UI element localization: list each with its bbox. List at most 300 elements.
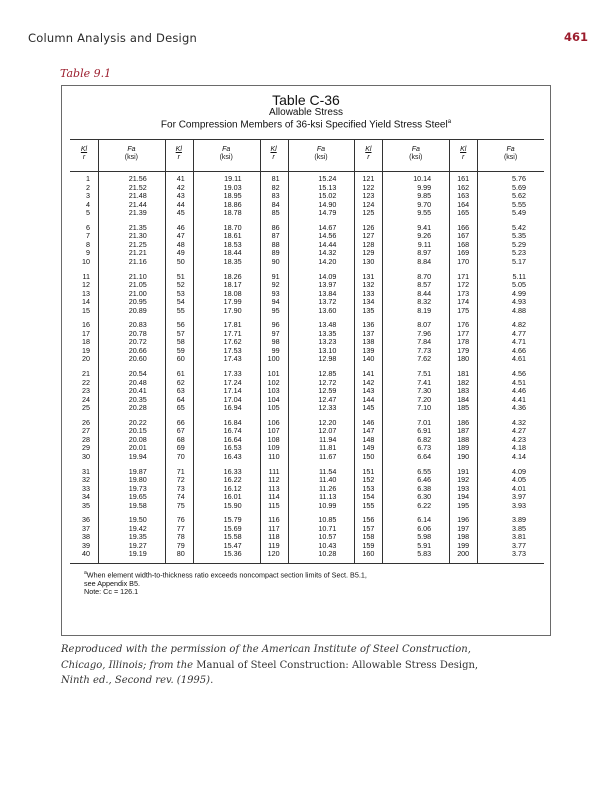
fa-value: 7.30: [417, 386, 432, 396]
kl-r-value: 116: [268, 515, 280, 525]
fa-value: 5.98: [417, 532, 432, 542]
kl-r-value: 59: [176, 345, 185, 355]
table-caption: [62, 119, 550, 130]
fa-value: 5.83: [417, 549, 432, 559]
fa-header-top: Fa: [411, 146, 420, 153]
fa-value: 5.42: [511, 222, 526, 232]
fa-value: 8.07: [417, 320, 432, 330]
kl-r-value: 134: [362, 297, 375, 307]
fa-value: 7.01: [417, 417, 432, 427]
fa-value: 11.67: [318, 451, 337, 461]
caption-footnote-mark: a: [447, 119, 452, 125]
kl-r-value: 154: [362, 492, 375, 502]
kl-r-value: 57: [176, 328, 185, 338]
fa-value: 5.11: [512, 271, 526, 281]
kl-r-value: 26: [82, 417, 90, 427]
fa-value: 6.06: [417, 523, 432, 533]
fa-value: 6.55: [417, 466, 432, 476]
fa-header: [288, 146, 355, 162]
fa-value: 18.44: [223, 248, 242, 258]
fa-value: 10.43: [318, 540, 337, 550]
kl-r-value: 118: [268, 532, 280, 542]
kl-r-value: 113: [268, 483, 280, 493]
fa-value: 7.62: [417, 354, 432, 364]
kl-r-value: 178: [457, 337, 470, 347]
fa-value: 4.66: [511, 345, 526, 355]
kl-r-value: 172: [457, 280, 470, 290]
fa-value: 20.78: [128, 328, 147, 338]
stress-grid: [70, 139, 544, 564]
kl-r-value: 107: [267, 426, 280, 436]
kl-r-value: 19: [82, 345, 90, 355]
kl-r-value: 105: [267, 403, 280, 413]
kl-r-value: 121: [362, 174, 375, 183]
kl-r-value: 16: [82, 320, 90, 330]
fa-value: 5.35: [511, 231, 526, 241]
fa-value: 5.69: [511, 182, 526, 192]
table-label: Table 9.1: [60, 67, 112, 80]
kl-r-value: 50: [176, 256, 185, 266]
fa-value: 19.27: [128, 540, 147, 550]
kl-r-value: 64: [176, 394, 185, 404]
kl-r-value: 96: [271, 320, 280, 330]
kl-r-value: 157: [362, 523, 375, 533]
fa-value: 8.57: [417, 280, 432, 290]
fa-value: 4.23: [511, 434, 526, 444]
fa-value: 10.57: [318, 532, 337, 542]
kl-r-value: 127: [362, 231, 375, 241]
kl-r-value: 4: [86, 199, 90, 209]
fa-value: 8.84: [417, 256, 432, 266]
kl-r-value: 165: [457, 208, 470, 218]
table-title: Table C-36: [272, 92, 340, 108]
kl-r-value: 18: [82, 337, 90, 347]
kl-r-value: 160: [362, 549, 375, 559]
fa-value: 4.01: [511, 483, 526, 493]
fa-value: 19.73: [128, 483, 147, 493]
kl-r-value: 8: [86, 239, 90, 249]
kl-r-value: 60: [176, 354, 185, 364]
kl-r-value: 103: [267, 386, 280, 396]
fa-value: 9.26: [417, 231, 432, 241]
fa-value: 12.20: [318, 417, 337, 427]
kl-r-header-top: Kl: [270, 146, 277, 153]
fa-value: 17.04: [223, 394, 242, 404]
fa-value: 10.28: [318, 549, 337, 559]
fa-value: 18.08: [223, 288, 242, 298]
fa-value: 12.98: [318, 354, 337, 364]
fa-value: 5.76: [511, 174, 526, 183]
kl-r-value: 175: [457, 305, 470, 315]
fa-value: 6.73: [417, 443, 432, 453]
fa-value: 5.49: [511, 208, 526, 218]
kl-r-value: 188: [457, 434, 470, 444]
fa-value: 14.56: [318, 231, 337, 241]
fa-value: 9.55: [417, 208, 432, 218]
fa-value: 10.99: [318, 500, 337, 510]
fa-value: 17.62: [223, 337, 242, 347]
fa-value: 3.93: [511, 500, 526, 510]
kl-r-value: 24: [82, 394, 90, 404]
kl-r-value: 145: [362, 403, 375, 413]
kl-r-value: 149: [362, 443, 375, 453]
fa-header: [98, 146, 165, 162]
allowable-stress-table: [61, 85, 551, 636]
fa-header-bottom: (ksi): [503, 154, 518, 161]
kl-r-value: 29: [82, 443, 90, 453]
kl-r-header-bottom: r: [177, 154, 180, 161]
kl-r-value: 84: [271, 199, 280, 209]
fa-header: [193, 146, 260, 162]
fa-value: 6.46: [417, 475, 432, 485]
fa-value: 19.87: [128, 466, 147, 476]
fa-value: 21.30: [128, 231, 147, 241]
fa-value: 4.51: [511, 377, 526, 387]
fa-value: 4.99: [511, 288, 526, 298]
kl-r-value: 22: [82, 377, 90, 387]
kl-r-value: 58: [176, 337, 185, 347]
fa-value: 18.35: [223, 256, 242, 266]
fa-value: 21.16: [128, 256, 147, 266]
kl-r-value: 174: [457, 297, 470, 307]
credit-line-2-pre: Chicago, Illinois; from the: [61, 659, 194, 671]
kl-r-header-top: Kl: [460, 146, 467, 153]
kl-r-value: 126: [362, 222, 375, 232]
fa-value: 13.23: [318, 337, 337, 347]
fa-value: 14.90: [318, 199, 337, 209]
kl-r-value: 142: [362, 377, 375, 387]
kl-r-value: 194: [457, 492, 470, 502]
fa-value: 15.79: [223, 515, 242, 525]
fa-value: 19.03: [223, 182, 242, 192]
kl-r-value: 167: [457, 231, 470, 241]
fa-value: 15.69: [223, 523, 242, 533]
kl-r-value: 89: [271, 248, 280, 258]
kl-r-header: [449, 146, 477, 162]
fa-value: 3.73: [511, 549, 526, 559]
kl-r-value: 198: [457, 532, 470, 542]
kl-r-value: 9: [86, 248, 90, 258]
fa-value: 5.55: [511, 199, 526, 209]
kl-r-value: 37: [82, 523, 90, 533]
fa-value: 19.42: [128, 523, 147, 533]
fa-value: 19.94: [128, 451, 147, 461]
footnote: [84, 569, 367, 597]
fa-value: 8.70: [417, 271, 432, 281]
fa-value: 20.48: [128, 377, 147, 387]
kl-r-value: 148: [362, 434, 375, 444]
kl-r-value: 182: [457, 377, 470, 387]
kl-r-value: 80: [176, 549, 185, 559]
kl-r-value: 1: [86, 174, 90, 183]
kl-r-value: 133: [362, 288, 375, 298]
kl-r-header-top: Kl: [175, 146, 182, 153]
fa-value: 6.14: [417, 515, 432, 525]
kl-r-value: 47: [176, 231, 185, 241]
kl-r-value: 12: [82, 280, 90, 290]
fa-value: 20.60: [128, 354, 147, 364]
fa-value: 21.05: [128, 280, 147, 290]
fa-header-top: Fa: [506, 146, 515, 153]
kl-r-value: 71: [176, 466, 185, 476]
fa-header-top: Fa: [222, 146, 231, 153]
fa-value: 20.72: [128, 337, 147, 347]
fa-value: 17.43: [223, 354, 242, 364]
kl-r-value: 166: [457, 222, 470, 232]
fa-value: 20.54: [128, 369, 147, 378]
fa-value: 13.97: [318, 280, 337, 290]
fa-value: 18.95: [223, 191, 242, 201]
fa-value: 19.11: [224, 174, 242, 183]
fa-value: 20.28: [128, 403, 147, 413]
fa-value: 7.73: [417, 345, 432, 355]
kl-r-value: 27: [82, 426, 90, 436]
kl-r-value: 136: [362, 320, 375, 330]
kl-r-value: 2: [86, 182, 90, 192]
running-head: [28, 31, 588, 45]
kl-r-value: 98: [271, 337, 280, 347]
fa-value: 20.83: [128, 320, 147, 330]
credit-line-2: [61, 658, 561, 674]
fa-header-bottom: (ksi): [219, 154, 233, 161]
kl-r-value: 187: [457, 426, 470, 436]
kl-r-value: 146: [362, 417, 375, 427]
fa-value: 3.97: [511, 492, 526, 502]
kl-r-header-bottom: r: [462, 154, 465, 161]
kl-r-value: 143: [362, 386, 375, 396]
credit-line-3: Ninth ed., Second rev. (1995).: [61, 675, 214, 686]
kl-r-value: 10: [82, 256, 90, 266]
kl-r-value: 14: [82, 297, 90, 307]
fa-value: 13.10: [318, 345, 337, 355]
kl-r-value: 70: [176, 451, 185, 461]
kl-r-value: 119: [268, 540, 280, 550]
kl-r-value: 177: [457, 328, 470, 338]
kl-r-value: 179: [457, 345, 470, 355]
kl-r-value: 3: [86, 191, 90, 201]
kl-r-value: 88: [271, 239, 280, 249]
fa-value: 4.71: [511, 337, 526, 347]
fa-value: 4.18: [511, 443, 526, 453]
fa-value: 9.11: [417, 239, 432, 249]
fa-value: 14.79: [318, 208, 337, 218]
kl-r-value: 156: [362, 515, 375, 525]
kl-r-value: 115: [268, 500, 280, 510]
kl-r-value: 61: [176, 369, 185, 378]
kl-r-header: [354, 146, 382, 162]
fa-value: 14.32: [318, 248, 337, 258]
kl-r-value: 123: [362, 191, 375, 201]
kl-r-value: 141: [362, 369, 375, 378]
kl-r-value: 93: [271, 288, 280, 298]
kl-r-value: 77: [176, 523, 185, 533]
fa-value: 11.94: [318, 434, 337, 444]
kl-r-value: 92: [271, 280, 280, 290]
fa-value: 16.64: [223, 434, 242, 444]
fa-value: 4.88: [511, 305, 526, 315]
fa-value: 5.91: [417, 540, 432, 550]
kl-r-header-bottom: r: [367, 154, 370, 161]
fa-value: 9.41: [417, 222, 432, 232]
kl-r-value: 7: [86, 231, 90, 241]
fa-value: 3.81: [511, 532, 526, 542]
kl-r-value: 193: [457, 483, 470, 493]
fa-value: 13.72: [318, 297, 337, 307]
kl-r-value: 15: [82, 305, 90, 315]
fa-value: 17.53: [223, 345, 242, 355]
kl-r-value: 38: [82, 532, 90, 542]
kl-r-value: 117: [268, 523, 280, 533]
kl-r-value: 49: [176, 248, 185, 258]
kl-r-value: 159: [362, 540, 375, 550]
fa-value: 16.33: [223, 466, 242, 476]
fa-value: 6.22: [417, 500, 432, 510]
kl-r-value: 78: [176, 532, 185, 542]
kl-r-value: 99: [271, 345, 280, 355]
kl-r-value: 169: [457, 248, 470, 258]
fa-value: 4.56: [511, 369, 526, 378]
kl-r-value: 120: [267, 549, 280, 559]
kl-r-header-top: Kl: [365, 146, 372, 153]
fa-value: 5.29: [511, 239, 526, 249]
fa-value: 12.59: [318, 386, 337, 396]
fa-value: 15.02: [318, 191, 337, 201]
kl-r-value: 183: [457, 386, 470, 396]
fa-value: 13.84: [318, 288, 337, 298]
kl-r-value: 131: [362, 271, 375, 281]
credit-book-title: Manual of Steel Construction: Allowable Stress Design,: [196, 659, 479, 671]
kl-r-value: 56: [176, 320, 185, 330]
credit-line-1: Reproduced with the permission of the American Institute of Steel Construction,: [61, 644, 471, 655]
kl-r-value: 147: [362, 426, 375, 436]
kl-r-value: 17: [82, 328, 90, 338]
fa-value: 21.44: [128, 199, 147, 209]
fa-value: 9.70: [417, 199, 432, 209]
kl-r-value: 63: [176, 386, 185, 396]
fa-value: 20.01: [128, 443, 147, 453]
fa-value: 4.41: [511, 394, 526, 404]
kl-r-value: 137: [362, 328, 375, 338]
fa-value: 4.14: [511, 451, 526, 461]
fa-value: 7.96: [417, 328, 432, 338]
fa-header-bottom: (ksi): [314, 154, 328, 161]
kl-r-value: 13: [82, 288, 90, 298]
kl-r-value: 144: [362, 394, 375, 404]
kl-r-value: 55: [176, 305, 185, 315]
kl-r-value: 66: [176, 417, 185, 427]
kl-r-value: 100: [267, 354, 280, 364]
kl-r-value: 162: [457, 182, 470, 192]
kl-r-value: 108: [267, 434, 280, 444]
fa-value: 12.07: [318, 426, 337, 436]
kl-r-value: 111: [268, 466, 280, 476]
fa-value: 14.09: [318, 271, 337, 281]
kl-r-value: 74: [176, 492, 185, 502]
kl-r-value: 6: [86, 222, 90, 232]
fa-value: 4.09: [511, 466, 526, 476]
kl-r-value: 95: [271, 305, 280, 315]
footnote-text-1: When element width-to-thickness ratio exceeds noncompact section limits of Sect. B5.1,: [86, 570, 367, 580]
kl-r-value: 151: [362, 466, 375, 476]
fa-value: 14.67: [318, 222, 337, 232]
fa-header: [382, 146, 449, 162]
fa-value: 16.12: [223, 483, 242, 493]
fa-value: 15.36: [223, 549, 242, 559]
fa-value: 16.43: [223, 451, 242, 461]
kl-r-value: 43: [176, 191, 185, 201]
kl-r-value: 196: [457, 515, 470, 525]
fa-value: 4.27: [511, 426, 526, 436]
kl-r-value: 176: [457, 320, 470, 330]
fa-header-top: Fa: [127, 146, 136, 153]
kl-r-value: 112: [268, 475, 280, 485]
kl-r-value: 132: [362, 280, 375, 290]
footnote-line-3: Note: Cc = 126.1: [84, 587, 139, 597]
kl-r-value: 11: [82, 271, 90, 281]
kl-r-value: 68: [176, 434, 185, 444]
fa-value: 14.44: [318, 239, 337, 249]
kl-r-header: [165, 146, 193, 162]
kl-r-value: 42: [176, 182, 185, 192]
fa-value: 6.64: [417, 451, 432, 461]
fa-value: 15.90: [223, 500, 242, 510]
fa-value: 8.44: [417, 288, 432, 298]
fa-value: 16.74: [223, 426, 242, 436]
credit-line: [61, 642, 561, 689]
kl-r-value: 28: [82, 434, 90, 444]
kl-r-value: 140: [362, 354, 375, 364]
fa-value: 20.41: [128, 386, 147, 396]
fa-value: 18.61: [223, 231, 242, 241]
fa-value: 20.95: [128, 297, 147, 307]
fa-value: 13.60: [318, 305, 337, 315]
kl-r-value: 54: [176, 297, 185, 307]
kl-r-value: 161: [457, 174, 470, 183]
kl-r-value: 186: [457, 417, 470, 427]
column-header-row: [70, 140, 544, 172]
kl-r-header-bottom: r: [272, 154, 275, 161]
fa-value: 12.47: [318, 394, 337, 404]
kl-r-value: 31: [82, 466, 90, 476]
fa-value: 18.53: [223, 239, 242, 249]
fa-value: 21.10: [128, 271, 147, 281]
kl-r-value: 130: [362, 256, 375, 266]
kl-r-value: 152: [362, 475, 375, 485]
fa-value: 17.71: [223, 328, 242, 338]
fa-value: 21.00: [128, 288, 147, 298]
kl-r-value: 79: [176, 540, 185, 550]
fa-value: 4.32: [511, 417, 526, 427]
fa-value: 17.81: [223, 320, 242, 330]
fa-value: 17.24: [223, 377, 242, 387]
fa-value: 9.85: [417, 191, 432, 201]
kl-r-value: 181: [457, 369, 470, 378]
fa-value: 7.10: [417, 403, 432, 413]
kl-r-header-top: Kl: [80, 146, 88, 153]
kl-r-value: 138: [362, 337, 375, 347]
kl-r-value: 129: [362, 248, 375, 258]
fa-value: 19.50: [128, 515, 147, 525]
fa-value: 4.77: [511, 328, 526, 338]
fa-value: 20.89: [128, 305, 147, 315]
fa-value: 11.81: [318, 443, 337, 453]
kl-r-value: 170: [457, 256, 470, 266]
kl-r-value: 86: [271, 222, 280, 232]
kl-r-value: 30: [82, 451, 90, 461]
kl-r-value: 65: [176, 403, 185, 413]
fa-value: 21.39: [128, 208, 147, 218]
fa-value: 11.40: [318, 475, 337, 485]
